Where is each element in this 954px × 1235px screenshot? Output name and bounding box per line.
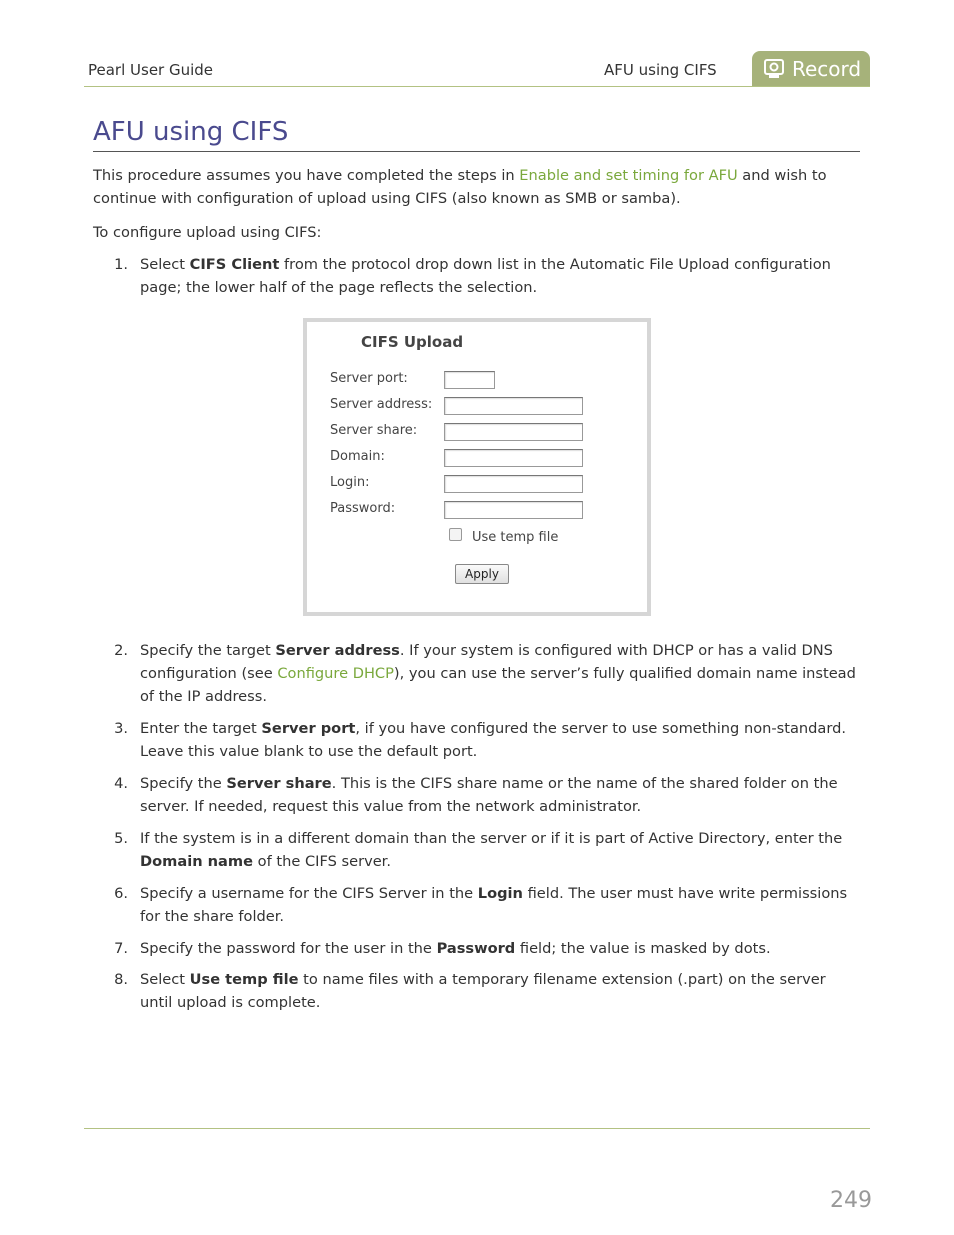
step-text: If the system is in a different domain than the server or if it is part of Active Directory, enter the Domain name of the CIFS server. <box>140 830 843 870</box>
apply-button[interactable]: Apply <box>455 564 509 584</box>
step-number: 6. <box>114 885 128 902</box>
enable-timing-link[interactable]: Enable and set timing for AFU <box>519 167 738 184</box>
configure-dhcp-link[interactable]: Configure DHCP <box>277 665 394 682</box>
step-text: Specify the target Server address. If your system is configured with DHCP or has a valid DNS configuration (see Configure DHCP), you can use the server’s fully qualified domain name instead of the IP address. <box>140 642 856 705</box>
panel-title: CIFS Upload <box>361 333 464 351</box>
server-address-label: Server address: <box>330 397 433 412</box>
step-number: 2. <box>114 642 128 659</box>
use-temp-file-checkbox[interactable] <box>449 528 462 541</box>
step-number: 7. <box>114 940 128 957</box>
server-address-input[interactable] <box>444 397 583 415</box>
record-tab <box>752 51 870 87</box>
intro-paragraph <box>93 164 863 210</box>
domain-input[interactable] <box>444 449 583 467</box>
record-tab-label: Record <box>792 57 862 81</box>
step-number: 3. <box>114 720 128 737</box>
step-text: Specify the password for the user in the Password field; the value is masked by dots. <box>140 940 771 957</box>
use-temp-file-label: Use temp file <box>472 530 559 545</box>
login-label: Login: <box>330 475 370 490</box>
password-label: Password: <box>330 501 396 516</box>
page-title: AFU using CIFS <box>93 117 289 147</box>
step-number: 5. <box>114 830 128 847</box>
server-port-label: Server port: <box>330 371 408 386</box>
footer-divider <box>84 1128 870 1129</box>
step-number: 4. <box>114 775 128 792</box>
step-text: Specify the Server share. This is the CIFS share name or the name of the shared folder on the server. If needed, request this value from the network administrator. <box>140 775 838 815</box>
guide-title: Pearl User Guide <box>88 61 214 79</box>
title-divider <box>93 151 860 152</box>
step-text: Select Use temp file to name files with a temporary filename extension (.part) on the server until upload is complete. <box>140 971 826 1011</box>
page-number: 249 <box>830 1188 872 1213</box>
server-share-input[interactable] <box>444 423 583 441</box>
record-camera-icon <box>764 59 784 79</box>
lead-paragraph: To configure upload using CIFS: <box>93 224 322 241</box>
step-text: Specify a username for the CIFS Server in the Login field. The user must have write permissions for the share folder. <box>140 885 848 925</box>
login-input[interactable] <box>444 475 583 493</box>
step-text: Select CIFS Client from the protocol drop down list in the Automatic File Upload configuration page; the lower half of the page reflects the selection. <box>140 256 831 296</box>
cifs-upload-panel <box>303 318 651 616</box>
server-share-label: Server share: <box>330 423 418 438</box>
intro-text: This procedure assumes you have completed the steps in <box>93 167 520 184</box>
step-number: 8. <box>114 971 128 988</box>
header-section-title: AFU using CIFS <box>604 61 717 79</box>
intro-text-end: and wish to continue with configuration of upload using CIFS (also known as SMB or samba). <box>93 167 827 207</box>
header-divider <box>84 86 870 87</box>
server-port-input[interactable] <box>444 371 495 389</box>
password-input[interactable] <box>444 501 583 519</box>
domain-label: Domain: <box>330 449 385 464</box>
step-text: Enter the target Server port, if you have configured the server to use something non-standard. Leave this value blank to use the default port. <box>140 720 847 760</box>
step-number: 1. <box>114 256 128 273</box>
